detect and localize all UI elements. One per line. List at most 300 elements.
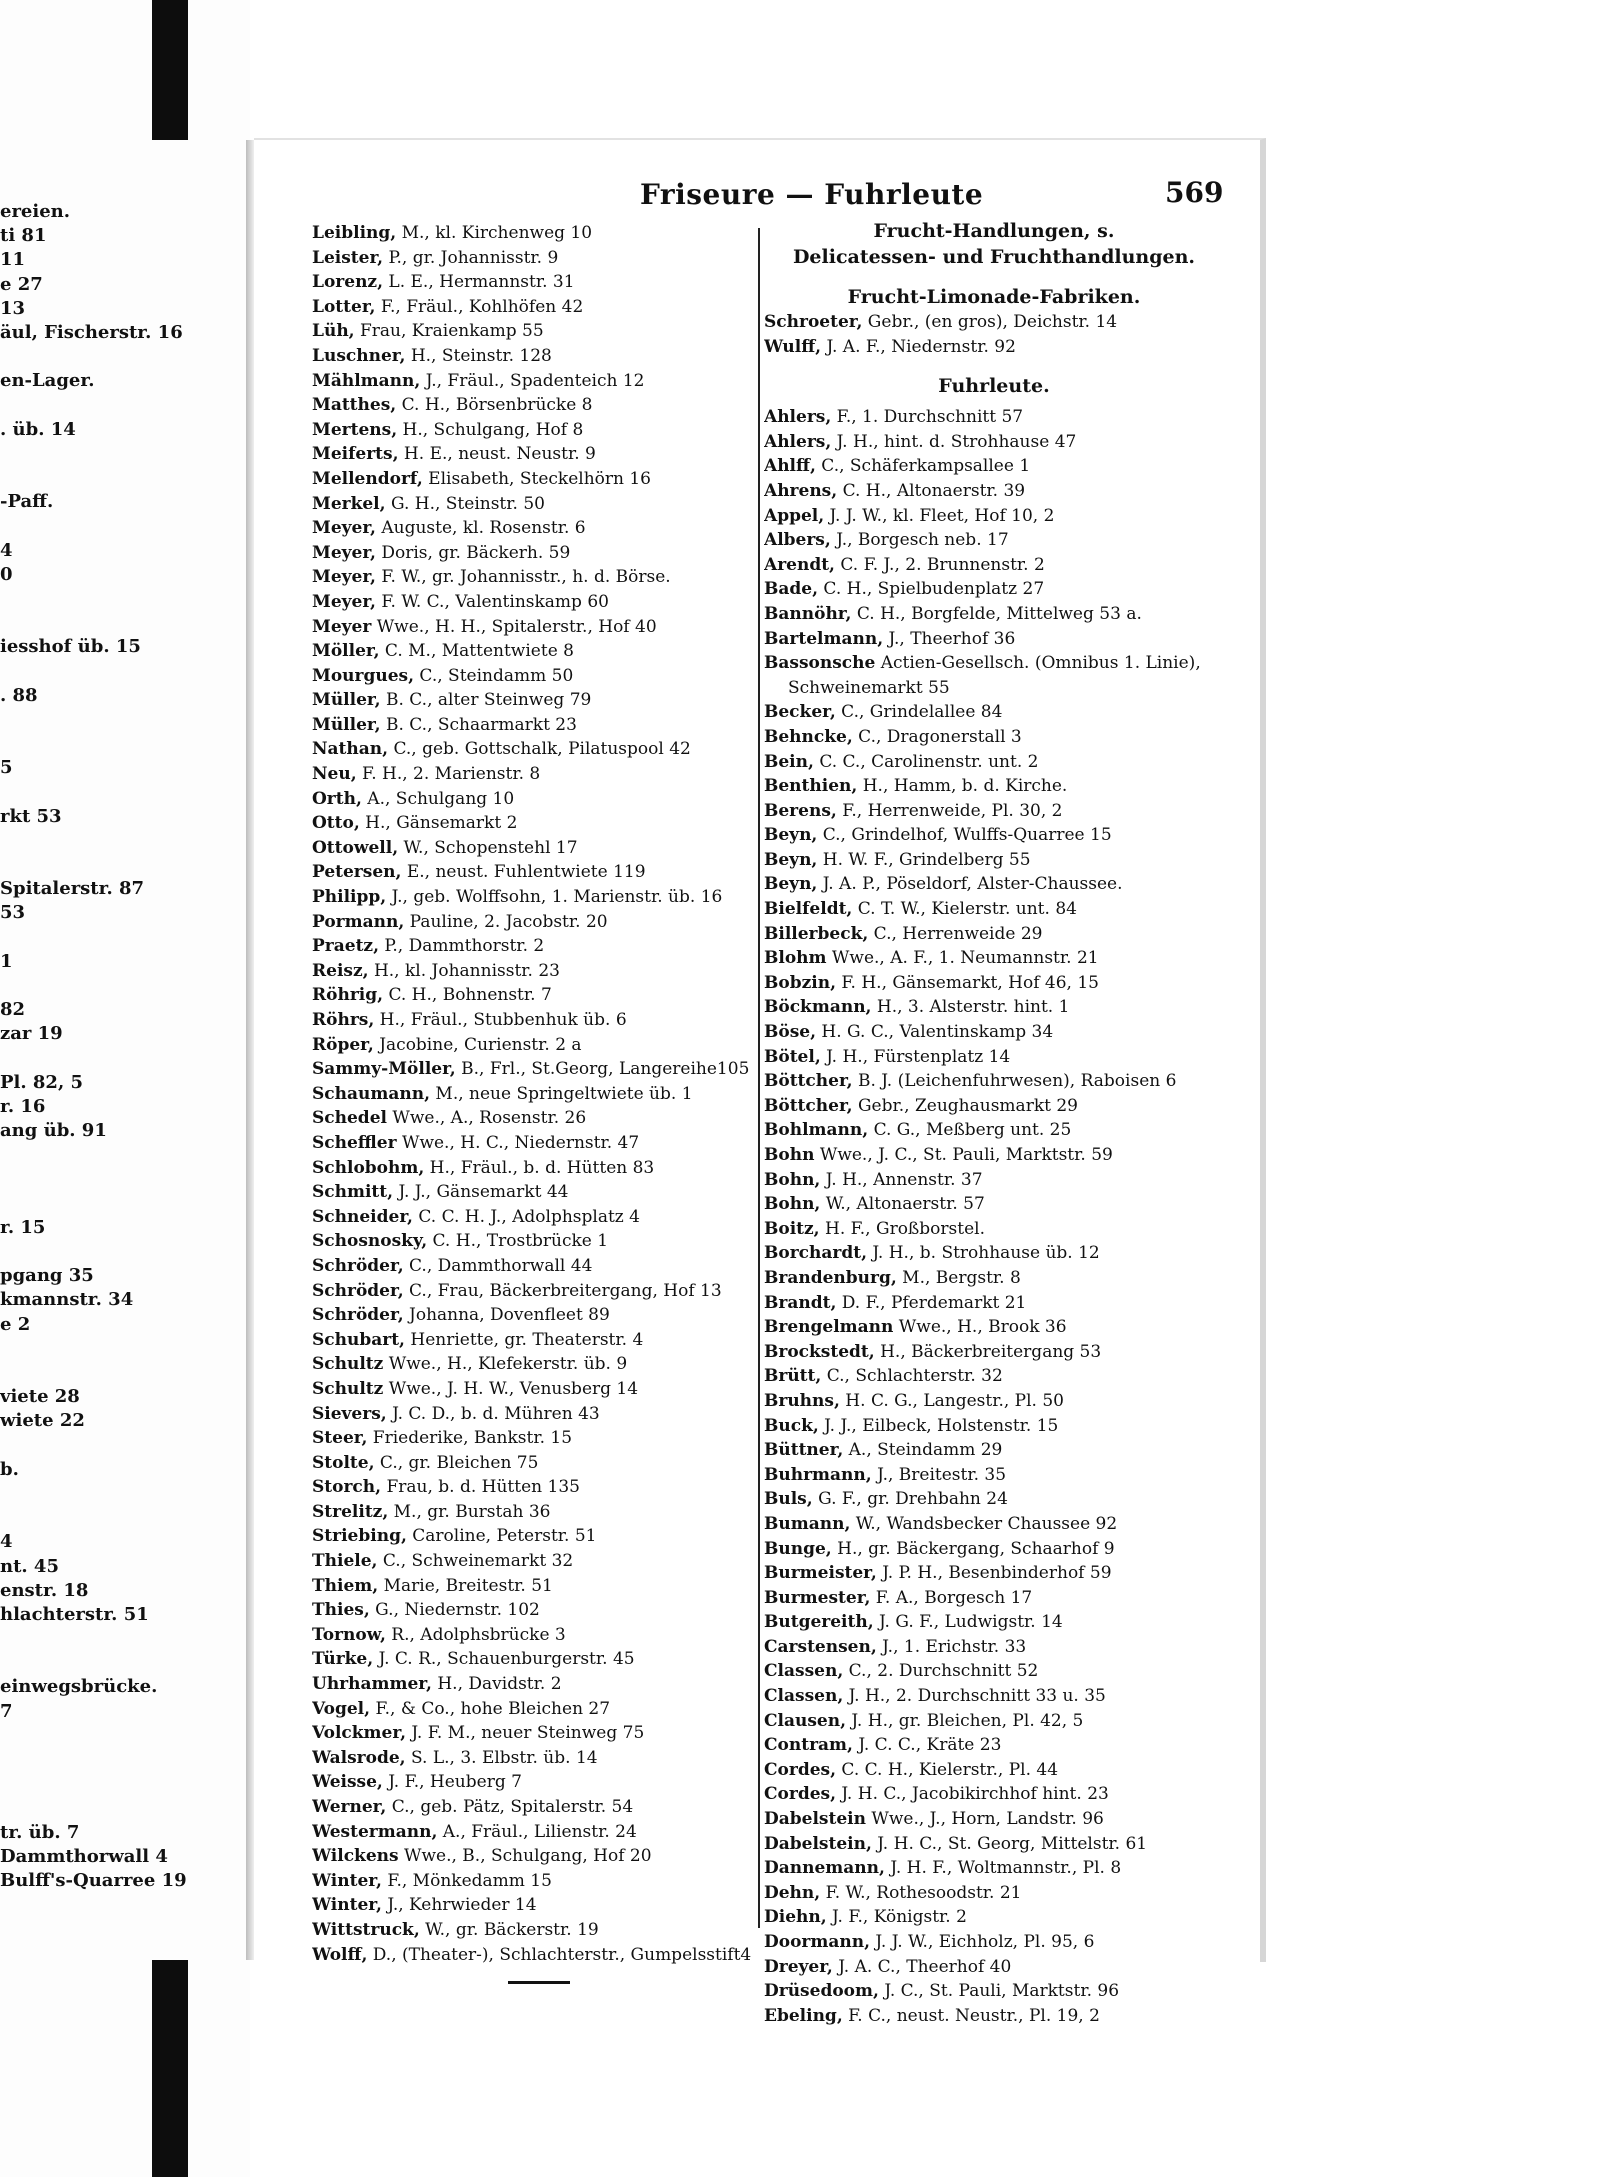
entry-name: Berens, (764, 800, 837, 821)
previous-page-line (0, 394, 240, 418)
directory-entry (764, 602, 1224, 627)
directory-entry (764, 1709, 1224, 1734)
entry-name: Bohn, (764, 1194, 821, 1215)
previous-page-line: 11 (0, 249, 26, 271)
directory-entry (764, 1266, 1224, 1291)
directory-entry (764, 1807, 1224, 1832)
directory-entry (312, 1033, 760, 1058)
entry-details: M., neue Springeltwiete üb. 1 (430, 1083, 693, 1104)
directory-entry (764, 1291, 1224, 1316)
entry-details: Elisabeth, Steckelhörn 16 (422, 468, 651, 489)
entry-name: Röper, (312, 1034, 374, 1055)
entry-name: Weisse, (312, 1772, 383, 1793)
entry-name: Neu, (312, 764, 357, 785)
entry-name: Bohn (764, 1145, 815, 1165)
entry-name: Becker, (764, 702, 836, 723)
directory-entry (312, 1205, 760, 1230)
entry-name: Philipp, (312, 887, 387, 908)
entry-details: G. F., gr. Drehbahn 24 (812, 1489, 1008, 1510)
entry-details: W., gr. Bäckerstr. 19 (419, 1919, 599, 1940)
directory-entry (764, 1905, 1224, 1930)
entry-name: Bade, (764, 579, 819, 600)
section-heading-frucht-limonade: Frucht-Limonade-Fabriken. (847, 286, 1141, 308)
directory-entry (764, 1217, 1224, 1242)
previous-page-line: b. (0, 1458, 19, 1480)
entry-details: P., gr. Johannisstr. 9 (383, 247, 559, 268)
entry-details: J. C., St. Pauli, Marktstr. 96 (878, 1981, 1120, 2002)
entry-details: C., Schlachterstr. 32 (821, 1366, 1003, 1387)
directory-entry (764, 799, 1224, 824)
directory-entry (312, 1746, 760, 1771)
entry-name: Billerbeck, (764, 923, 869, 944)
entry-name: Petersen, (312, 862, 402, 883)
directory-entry (312, 934, 760, 959)
entry-name: Bielfeldt, (764, 899, 853, 920)
directory-entry (312, 1574, 760, 1599)
previous-page-line: enstr. 18 (0, 1579, 89, 1601)
previous-page-line (0, 1796, 240, 1820)
directory-entry (312, 270, 760, 295)
directory-entry (312, 1057, 760, 1082)
entry-details: C., Dragonerstall 3 (852, 726, 1022, 747)
directory-entry (764, 1118, 1224, 1143)
entry-name: Diehn, (764, 1907, 827, 1928)
left-column (312, 221, 760, 1984)
entry-name: Strelitz, (312, 1501, 389, 1522)
entry-details: B. C., alter Steinweg 79 (380, 690, 592, 711)
directory-entry (312, 836, 760, 861)
entry-name: Stolte, (312, 1452, 375, 1473)
entry-name: Böttcher, (764, 1071, 853, 1092)
entry-details: Henriette, gr. Theaterstr. 4 (404, 1329, 644, 1350)
scan-binding-bar-bottom (152, 1960, 188, 2177)
previous-page-line (0, 1361, 240, 1385)
entry-details: J. J. W., kl. Fleet, Hof 10, 2 (824, 505, 1055, 526)
previous-page-line: 4 (0, 539, 13, 561)
entry-details: H., kl. Johannisstr. 23 (368, 960, 560, 981)
entry-details: H., Schulgang, Hof 8 (397, 419, 584, 440)
entry-name: Mellendorf, (312, 468, 423, 489)
directory-entry (312, 295, 760, 320)
previous-page-line (0, 1506, 240, 1530)
entry-details: Gebr., Zeughausmarkt 29 (852, 1095, 1078, 1116)
entry-details: Schweinemarkt 55 (788, 677, 950, 698)
entry-name: Meyer, (312, 518, 376, 539)
directory-entry (312, 811, 760, 836)
directory-entry (764, 872, 1224, 897)
entry-name: Buhrmann, (764, 1464, 872, 1485)
entry-details: J. G. F., Ludwigstr. 14 (873, 1612, 1063, 1633)
entry-details: C., gr. Bleichen 75 (374, 1452, 539, 1473)
directory-entry (312, 615, 760, 640)
entry-name: Lüh, (312, 321, 355, 342)
directory-entry (312, 1623, 760, 1648)
previous-page-line: hlachterstr. 51 (0, 1603, 149, 1625)
entry-details: H., Hamm, b. d. Kirche. (857, 776, 1068, 797)
entry-name: Pormann, (312, 911, 405, 932)
entry-name: Bassonsche (764, 653, 876, 674)
entry-details: J., Kehrwieder 14 (381, 1895, 537, 1916)
directory-entry (312, 983, 760, 1008)
entry-details: F., Mönkedamm 15 (381, 1870, 552, 1891)
entry-name: Türke, (312, 1649, 374, 1670)
directory-entry (764, 971, 1224, 996)
entry-details: Caroline, Peterstr. 51 (406, 1526, 597, 1547)
directory-entry (764, 1143, 1224, 1168)
entry-name: Meiferts, (312, 444, 399, 465)
frucht-limonade-list (764, 310, 1224, 359)
directory-entry (312, 1549, 760, 1574)
directory-entry (764, 1438, 1224, 1463)
previous-page-line: 4 (0, 1531, 13, 1553)
directory-entry (312, 1377, 760, 1402)
entry-details: F., Fräul., Kohlhöfen 42 (375, 296, 584, 317)
directory-entry (312, 737, 760, 762)
entry-name: Praetz, (312, 936, 379, 957)
entry-details: F. W. C., Valentinskamp 60 (375, 591, 609, 612)
directory-entry (764, 479, 1224, 504)
directory-entry (764, 1537, 1224, 1562)
directory-entry (764, 750, 1224, 775)
entry-name: Schroeter, (764, 312, 863, 332)
entry-name: Thiem, (312, 1575, 379, 1596)
directory-entry (764, 995, 1224, 1020)
entry-details: Wwe., J., Horn, Landstr. 96 (865, 1809, 1104, 1830)
directory-entry (312, 369, 760, 394)
entry-name: Wolff, (312, 1944, 368, 1965)
entry-details: C. H., Spielbudenplatz 27 (818, 579, 1045, 600)
entry-details: W., Schopenstehl 17 (398, 837, 578, 858)
entry-name: Dreyer, (764, 1956, 833, 1977)
directory-entry (312, 1500, 760, 1525)
entry-details: J. A. P., Pöseldorf, Alster-Chaussee. (817, 874, 1123, 895)
entry-name: Albers, (764, 530, 831, 551)
entry-details: C., Herrenweide 29 (868, 923, 1043, 944)
entry-name: Wilckens (312, 1846, 399, 1867)
entry-name: Beyn, (764, 874, 818, 895)
directory-entry (764, 310, 1224, 335)
entry-details: J. P. H., Besenbinderhof 59 (876, 1563, 1112, 1584)
previous-page-line: e 27 (0, 273, 43, 295)
entry-name: Contram, (764, 1735, 853, 1756)
entry-name: Büttner, (764, 1440, 844, 1461)
entry-details: H., Bäckerbreitergang 53 (874, 1341, 1102, 1362)
directory-entry (312, 418, 760, 443)
directory-entry (312, 1180, 760, 1205)
directory-entry (312, 1524, 760, 1549)
previous-page-line: e 2 (0, 1313, 31, 1335)
directory-entry (312, 1697, 760, 1722)
entry-details: J. F., Königstr. 2 (826, 1907, 967, 1928)
entry-name: Ahlers, (764, 431, 832, 452)
section-heading-frucht-handlungen: Frucht-Handlungen, s. (873, 220, 1115, 242)
entry-details: Marie, Breitestr. 51 (378, 1575, 553, 1596)
entry-name: Cordes, (764, 1759, 837, 1780)
directory-entry (312, 221, 760, 246)
entry-details: C., Grindelallee 84 (835, 702, 1003, 723)
entry-name: Bartelmann, (764, 628, 884, 649)
entry-name: Ahrens, (764, 480, 838, 501)
previous-page-line (0, 1748, 240, 1772)
entry-details: Actien-Gesellsch. (Omnibus 1. Linie), (875, 653, 1201, 674)
entry-details: J., Fräul., Spadenteich 12 (420, 370, 645, 391)
directory-entry (764, 528, 1224, 553)
entry-name: Brandt, (764, 1292, 837, 1313)
previous-page-line: nt. 45 (0, 1555, 59, 1577)
entry-details: C., geb. Gottschalk, Pilatuspool 42 (388, 739, 691, 760)
directory-entry (764, 1881, 1224, 1906)
previous-page-line (0, 853, 240, 877)
entry-name: Winter, (312, 1870, 382, 1891)
entry-name: Werner, (312, 1797, 387, 1817)
entry-name: Mählmann, (312, 370, 421, 391)
directory-entry (764, 700, 1224, 725)
directory-entry (312, 713, 760, 738)
directory-entry (764, 1315, 1224, 1340)
previous-page-line: Dammthorwall 4 (0, 1845, 168, 1867)
previous-page-line (0, 1143, 240, 1167)
entry-details: A., Schulgang 10 (361, 788, 515, 809)
directory-entry (312, 1008, 760, 1033)
entry-name: Ahlff, (764, 456, 816, 477)
directory-entry (312, 565, 760, 590)
entry-name: Nathan, (312, 739, 389, 760)
entry-details: Wwe., A., Rosenstr. 26 (386, 1108, 587, 1129)
entry-name: Schmitt, (312, 1182, 394, 1203)
entry-details: H. F., Großborstel. (819, 1218, 985, 1239)
entry-name: Butgereith, (764, 1612, 874, 1633)
entry-name: Schultz (312, 1378, 384, 1399)
directory-entry (312, 246, 760, 271)
entry-name: Meyer, (312, 567, 376, 588)
entry-details: H. G. C., Valentinskamp 34 (816, 1022, 1054, 1043)
previous-page-line: -Paff. (0, 491, 54, 513)
entry-name: Bohlmann, (764, 1120, 869, 1141)
entry-details: C., 2. Durchschnitt 52 (843, 1661, 1039, 1682)
entry-details: Auguste, kl. Rosenstr. 6 (375, 518, 586, 539)
entry-details: C. H., Börsenbrücke 8 (396, 395, 593, 416)
entry-details: S. L., 3. Elbstr. üb. 14 (405, 1747, 598, 1768)
directory-entry (312, 442, 760, 467)
directory-entry (764, 2004, 1224, 2029)
entry-details: C. G., Meßberg unt. 25 (868, 1120, 1072, 1141)
entry-name: Müller, (312, 714, 381, 735)
directory-entry (764, 577, 1224, 602)
entry-details: H., Fräul., b. d. Hütten 83 (424, 1157, 655, 1178)
entry-details: J. A. F., Niedernstr. 92 (821, 336, 1016, 357)
previous-page-line: äul, Fischerstr. 16 (0, 321, 183, 343)
directory-entry (312, 1352, 760, 1377)
entry-details: J. C. C., Kräte 23 (852, 1735, 1002, 1756)
entry-details: J. H., b. Strohhause üb. 12 (867, 1243, 1100, 1264)
entry-name: Ottowell, (312, 837, 399, 858)
column-divider (758, 228, 760, 1928)
previous-page-line: en-Lager. (0, 370, 95, 392)
entry-details: W., Altonaerstr. 57 (820, 1194, 985, 1215)
entry-name: Röhrig, (312, 985, 384, 1006)
directory-entry (764, 405, 1224, 430)
entry-details: J. J. W., Eichholz, Pl. 95, 6 (870, 1932, 1095, 1952)
directory-entry (764, 335, 1224, 360)
directory-entry (312, 910, 760, 935)
entry-name: Lotter, (312, 296, 376, 317)
previous-page-line: Bulff's-Quarree 19 (0, 1869, 187, 1891)
entry-details: F. W., Rothesoodstr. 21 (820, 1882, 1022, 1903)
previous-page-line: 53 (0, 902, 26, 924)
previous-page-line: 0 (0, 563, 13, 585)
entry-details: L. E., Hermannstr. 31 (383, 272, 575, 293)
entry-details: C. M., Mattentwiete 8 (379, 641, 574, 662)
directory-entry (764, 1512, 1224, 1537)
entry-name: Storch, (312, 1477, 382, 1498)
directory-entry (764, 553, 1224, 578)
directory-entry (764, 1020, 1224, 1045)
entry-name: Mourgues, (312, 665, 415, 686)
directory-entry (312, 959, 760, 984)
directory-entry (312, 1869, 760, 1894)
directory-entry (312, 1451, 760, 1476)
entry-details: E., neust. Fuhlentwiete 119 (401, 862, 646, 883)
entry-name: Leibling, (312, 223, 397, 243)
previous-page-line: 13 (0, 297, 26, 319)
directory-entry (312, 1475, 760, 1500)
entry-details: J. F. M., neuer Steinweg 75 (406, 1723, 645, 1744)
entry-details: F., & Co., hohe Bleichen 27 (370, 1698, 611, 1719)
entry-details: J., geb. Wolffsohn, 1. Marienstr. üb. 16 (386, 887, 723, 908)
directory-entry (764, 1684, 1224, 1709)
previous-page-line (0, 611, 240, 635)
previous-page-line: zar 19 (0, 1023, 63, 1045)
entry-name: Westermann, (312, 1821, 438, 1842)
entry-details: J. C. D., b. d. Mühren 43 (386, 1403, 600, 1424)
entry-name: Dabelstein, (764, 1833, 872, 1854)
previous-page-line (0, 1168, 240, 1192)
entry-details: J. H. F., Woltmannstr., Pl. 8 (884, 1858, 1122, 1879)
entry-details: Wwe., H. C., Niedernstr. 47 (396, 1132, 640, 1153)
entry-name: Sammy-Möller, (312, 1059, 456, 1080)
directory-entry (312, 1893, 760, 1918)
entry-details: J. H. C., Jacobikirchhof hint. 23 (836, 1784, 1109, 1805)
previous-page-line (0, 1651, 240, 1675)
entry-name: Matthes, (312, 395, 397, 416)
entry-name: Bruhns, (764, 1390, 840, 1411)
previous-page-line (0, 1724, 240, 1748)
entry-name: Bobzin, (764, 972, 836, 993)
directory-entry (312, 393, 760, 418)
entry-name: Meyer (312, 616, 372, 637)
entry-name: Orth, (312, 788, 362, 809)
entry-name: Schlobohm, (312, 1157, 425, 1178)
entry-name: Clausen, (764, 1710, 847, 1731)
entry-name: Sievers, (312, 1403, 387, 1424)
previous-page-line: pgang 35 (0, 1265, 94, 1287)
entry-name: Walsrode, (312, 1747, 406, 1768)
directory-entry (764, 922, 1224, 947)
entry-details: Jacobine, Curienstr. 2 a (373, 1034, 582, 1055)
entry-name: Thiele, (312, 1551, 378, 1572)
entry-details: Frau, b. d. Hütten 135 (381, 1477, 580, 1498)
entry-details: J. H., hint. d. Strohhause 47 (831, 431, 1077, 452)
directory-entry (312, 1647, 760, 1672)
directory-entry (312, 1131, 760, 1156)
section-heading-delicatessen: Delicatessen- und Fruchthandlungen. (792, 246, 1196, 268)
entry-details: C. C., Carolinenstr. unt. 2 (813, 751, 1039, 772)
entry-details: Doris, gr. Bäckerh. 59 (375, 542, 571, 563)
entry-name: Brandenburg, (764, 1267, 897, 1288)
directory-entry (764, 1168, 1224, 1193)
directory-entry (312, 1254, 760, 1279)
entry-name: Müller, (312, 690, 381, 711)
entry-details: D., (Theater-), Schlachterstr., Gumpelsstift4 (367, 1944, 752, 1965)
entry-details: F., Herrenweide, Pl. 30, 2 (836, 800, 1063, 821)
directory-entry (764, 1340, 1224, 1365)
entry-name: Schultz (312, 1354, 384, 1375)
previous-page-line (0, 1047, 240, 1071)
directory-entry (764, 946, 1224, 971)
entry-details: H. C. G., Langestr., Pl. 50 (839, 1390, 1064, 1411)
section-heading-fuhrleute: Fuhrleute. (938, 375, 1050, 398)
previous-page-line: r. 15 (0, 1216, 46, 1238)
entry-details: J., Breitestr. 35 (871, 1464, 1007, 1485)
directory-entry (764, 1610, 1224, 1635)
entry-name: Mertens, (312, 419, 398, 440)
entry-name: Volckmer, (312, 1723, 406, 1744)
directory-entry (764, 1586, 1224, 1611)
entry-name: Bumann, (764, 1513, 851, 1534)
directory-entry (312, 664, 760, 689)
directory-entry (764, 627, 1224, 652)
entry-details: Gebr., (en gros), Deichstr. 14 (862, 312, 1118, 332)
entry-name: Brengelmann (764, 1317, 894, 1338)
entry-details: J., Borgesch neb. 17 (830, 530, 1009, 551)
previous-page-line: tr. üb. 7 (0, 1821, 80, 1843)
entry-details: C., Grindelhof, Wulffs-Quarree 15 (817, 825, 1112, 846)
entry-name: Ahlers, (764, 407, 832, 428)
entry-details: C., Dammthorwall 44 (403, 1255, 593, 1276)
entry-name: Thies, (312, 1600, 370, 1621)
entry-name: Beyn, (764, 825, 818, 846)
directory-entry (764, 1364, 1224, 1389)
right-column (764, 218, 1224, 2028)
entry-name: Wittstruck, (312, 1919, 420, 1940)
entry-name: Meyer, (312, 591, 376, 612)
entry-details: H., Gänsemarkt 2 (359, 813, 518, 834)
entry-name: Brockstedt, (764, 1341, 875, 1362)
entry-details: C., Schäferkampsallee 1 (815, 456, 1031, 477)
directory-entry (764, 1463, 1224, 1488)
entry-details: Frau, Kraienkamp 55 (354, 321, 544, 342)
entry-details: H. E., neust. Neustr. 9 (398, 444, 596, 465)
previous-page-line: ti 81 (0, 225, 47, 247)
entry-name: Schröder, (312, 1280, 404, 1301)
previous-page-line (0, 829, 240, 853)
directory-entry (312, 1770, 760, 1795)
entry-details: M., kl. Kirchenweg 10 (396, 223, 593, 243)
entry-name: Brütt, (764, 1366, 822, 1387)
entry-details: J. J., Gänsemarkt 44 (393, 1182, 569, 1203)
entry-name: Burmester, (764, 1587, 871, 1608)
directory-entry (312, 467, 760, 492)
entry-name: Striebing, (312, 1526, 407, 1547)
entry-details: J. J., Eilbeck, Holstenstr. 15 (818, 1415, 1059, 1436)
entry-name: Tornow, (312, 1624, 386, 1645)
entry-name: Bannöhr, (764, 603, 852, 624)
entry-name: Bohn, (764, 1169, 821, 1190)
previous-page-line (0, 587, 240, 611)
previous-page-line: . 88 (0, 684, 38, 706)
entry-name: Behncke, (764, 726, 853, 747)
entry-name: Merkel, (312, 493, 386, 514)
